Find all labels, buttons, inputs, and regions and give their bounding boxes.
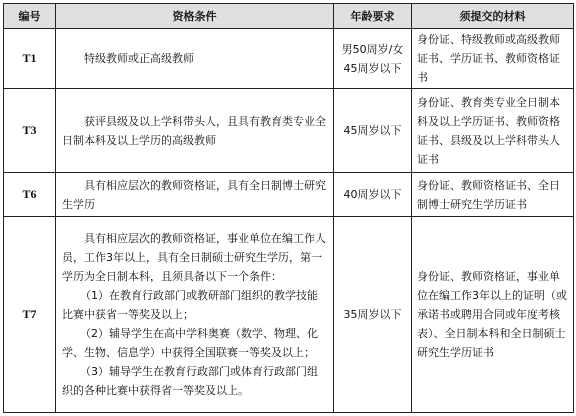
condition-text: 特级教师或正高级教师	[84, 52, 194, 65]
row-id: T7	[4, 217, 56, 413]
qualification-table	[3, 3, 574, 413]
header-row	[4, 4, 574, 29]
row-condition	[56, 173, 334, 217]
row-docs: 身份证、教育类专业全日制本科及以上学历证书、教师资格证书、县级及以上学科带头人证书	[412, 89, 574, 173]
row-age: 45周岁以下	[334, 89, 412, 173]
condition-item-1: （1）在教育行政部门或教研部门组织的教学技能比赛中获省一等奖及以上；	[62, 289, 318, 321]
row-condition	[56, 29, 334, 89]
header-condition: 资格条件	[56, 4, 334, 29]
table-row	[4, 29, 574, 89]
row-condition	[56, 217, 334, 413]
condition-item-3: （3）辅导学生在教育行政部门或体育行政部门组织的各种比赛中获得省一等奖及以上。	[62, 365, 318, 397]
row-id: T1	[4, 29, 56, 89]
row-id: T6	[4, 173, 56, 217]
row-id: T3	[4, 89, 56, 173]
row-age: 男50周岁/女45周岁以下	[334, 29, 412, 89]
condition-text: 获评县级及以上学科带头人，且具有教育类专业全日制本科及以上学历的高级教师	[62, 114, 326, 147]
row-condition	[56, 89, 334, 173]
condition-item-2: （2）辅导学生在高中学科奥赛（数学、物理、化学、生物、信息学）中获得全国联赛一等奖及以上；	[62, 327, 318, 359]
header-age: 年龄要求	[334, 4, 412, 29]
header-docs: 须提交的材料	[412, 4, 574, 29]
table-row	[4, 89, 574, 173]
row-docs: 身份证、特级教师或高级教师证书、学历证书、教师资格证书	[412, 29, 574, 89]
row-docs: 身份证、教师资格证，事业单位在编工作3年以上的证明（或承诺书或聘用合同或年度考核表）、全日制本科和全日制硕士研究生学历证书	[412, 217, 574, 413]
condition-intro: 具有相应层次的教师资格证，事业单位在编工作人员，工作3年以上，具有全日制硕士研究生学历，第一学历为全日制本科，且须具备以下一个条件：	[62, 232, 326, 283]
table-row	[4, 173, 574, 217]
row-age: 35周岁以下	[334, 217, 412, 413]
header-id: 编号	[4, 4, 56, 29]
row-docs: 身份证、教师资格证书、全日制博士研究生学历证书	[412, 173, 574, 217]
row-age: 40周岁以下	[334, 173, 412, 217]
condition-text: 具有相应层次的教师资格证，具有全日制博士研究生学历	[62, 178, 326, 211]
table-row	[4, 217, 574, 413]
